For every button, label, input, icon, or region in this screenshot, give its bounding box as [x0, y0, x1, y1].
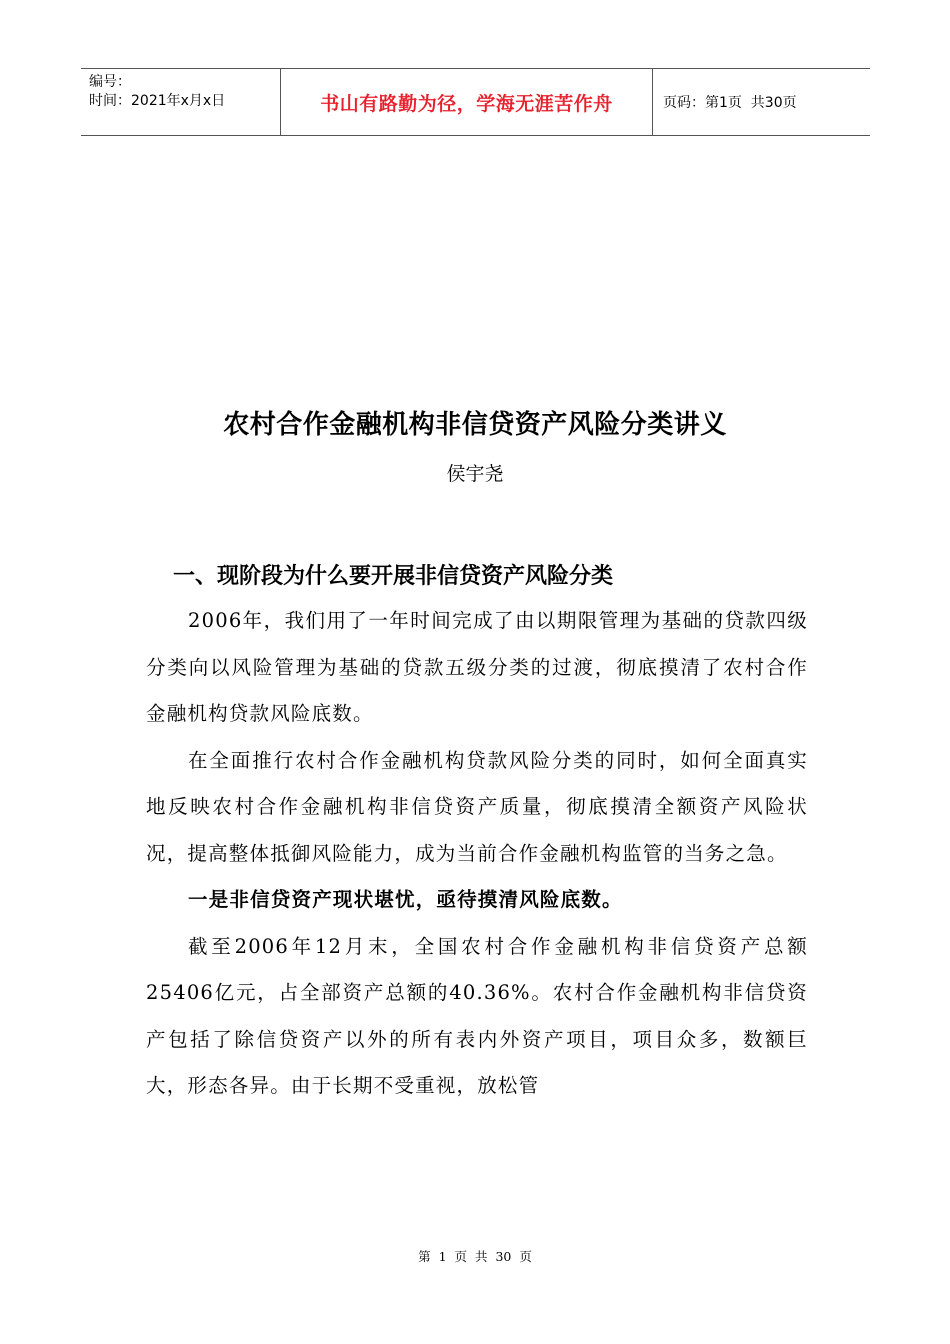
header-meta — [81, 69, 281, 135]
paragraph-2: 在全面推行农村合作金融机构贷款风险分类的同时，如何全面真实地反映农村合作金融机构非信贷资产质量，彻底摸清全额资产风险状况，提高整体抵御风险能力，成为当前合作金融机构监管的当务之急。 — [146, 748, 808, 865]
body-text — [146, 598, 808, 1110]
paragraph-1: 2006年，我们用了一年时间完成了由以期限管理为基础的贷款四级分类向以风险管理为基础的贷款五级分类的过渡，彻底摸清了农村合作金融机构贷款风险底数。 — [146, 609, 808, 725]
document-author: 侯宇尧 — [446, 463, 504, 485]
number-label: 编号： — [89, 74, 131, 90]
section-heading: 一、现阶段为什么要开展非信贷资产风险分类 — [173, 564, 614, 589]
bold-point: 一是非信贷资产现状堪忧，亟待摸清风险底数。 — [188, 888, 623, 911]
header-page-info — [653, 69, 870, 135]
header-motto: 书山有路勤为径，学海无涯苦作舟 — [281, 69, 653, 135]
document-title: 农村合作金融机构非信贷资产风险分类讲义 — [223, 410, 727, 440]
paragraph-3: 截至2006年12月末，全国农村合作金融机构非信贷资产总额25406亿元，占全部资产总额的40.36%。农村合作金融机构非信贷资产包括了除信贷资产以外的所有表内外资产项目，项目众多，数额巨大，形态各异。由于长期不受重视，放松管 — [146, 934, 808, 1097]
time-label: 时间：2021年x月x日 — [89, 93, 226, 109]
page-header — [81, 68, 870, 136]
page-label: 页码：第1页 共30页 — [663, 95, 797, 111]
page-footer: 第 1 页 共 30 页 — [418, 1249, 532, 1264]
